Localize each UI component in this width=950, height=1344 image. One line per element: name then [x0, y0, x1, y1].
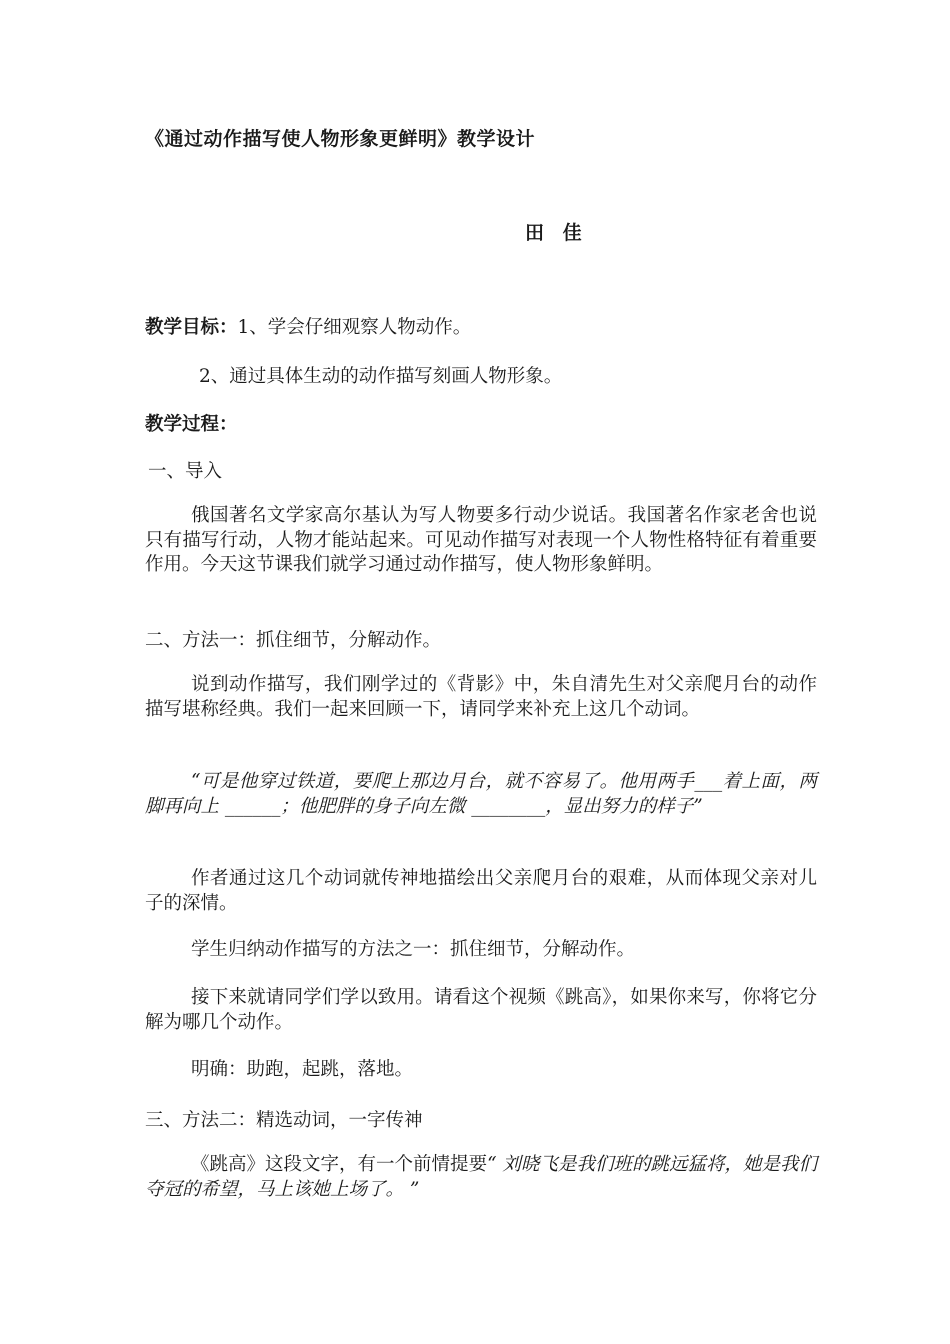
section-2-quote: “可是他穿过铁道，要爬上那边月台，就不容易了。他用两手___着上面，两脚再向上 ______；他肥胖的身子向左微 ________，显出努力的样子” [145, 771, 817, 817]
author-name: 田 佳 [525, 222, 588, 244]
section-2-paragraph-5: 明确：助跑，起跳，落地。 [191, 1059, 414, 1080]
section-3-lead-text: 《跳高》这段文字，有一个前情提要 [191, 1154, 488, 1175]
objectives-label: 教学目标： [145, 317, 238, 338]
objective-2: 2、通过具体生动的动作描写刻画人物形象。 [199, 366, 563, 387]
objectives-line-1 [145, 313, 471, 339]
section-3-quote: “ 刘晓飞是我们班的跳远猛将，她是我们夺冠的希望，马上该她上场了。 ” [145, 1154, 817, 1200]
document-title: 《通过动作描写使人物形象更鲜明》教学设计 [145, 128, 536, 150]
section-2-paragraph-1: 说到动作描写，我们刚学过的《背影》中，朱自清先生对父亲爬月台的动作描写堪称经典。我们一起来回顾一下，请同学来补充上这几个动词。 [145, 674, 817, 720]
section-2-paragraph-3: 学生归纳动作描写的方法之一：抓住细节，分解动作。 [191, 939, 636, 960]
objective-1: 1、学会仔细观察人物动作。 [237, 317, 472, 338]
section-3-paragraph [145, 1153, 817, 1202]
section-3-heading: 三、方法二：精选动词，一字传神 [145, 1110, 423, 1131]
section-2-paragraph-4: 接下来就请同学们学以致用。请看这个视频《跳高》，如果你来写，你将它分解为哪几个动作。 [145, 987, 817, 1033]
section-2-heading: 二、方法一：抓住细节，分解动作。 [145, 630, 442, 651]
section-1-heading: 一、导入 [148, 461, 223, 482]
section-2-paragraph-2: 作者通过这几个动词就传神地描绘出父亲爬月台的艰难，从而体现父亲对儿子的深情。 [145, 868, 817, 914]
process-label: 教学过程： [145, 414, 238, 435]
section-1-paragraph: 俄国著名文学家高尔基认为写人物要多行动少说话。我国著名作家老舍也说只有描写行动，人物才能站起来。可见动作描写对表现一个人物性格特征有着重要作用。今天这节课我们就学习通过动作描写，使人物形象鲜明。 [145, 505, 817, 575]
